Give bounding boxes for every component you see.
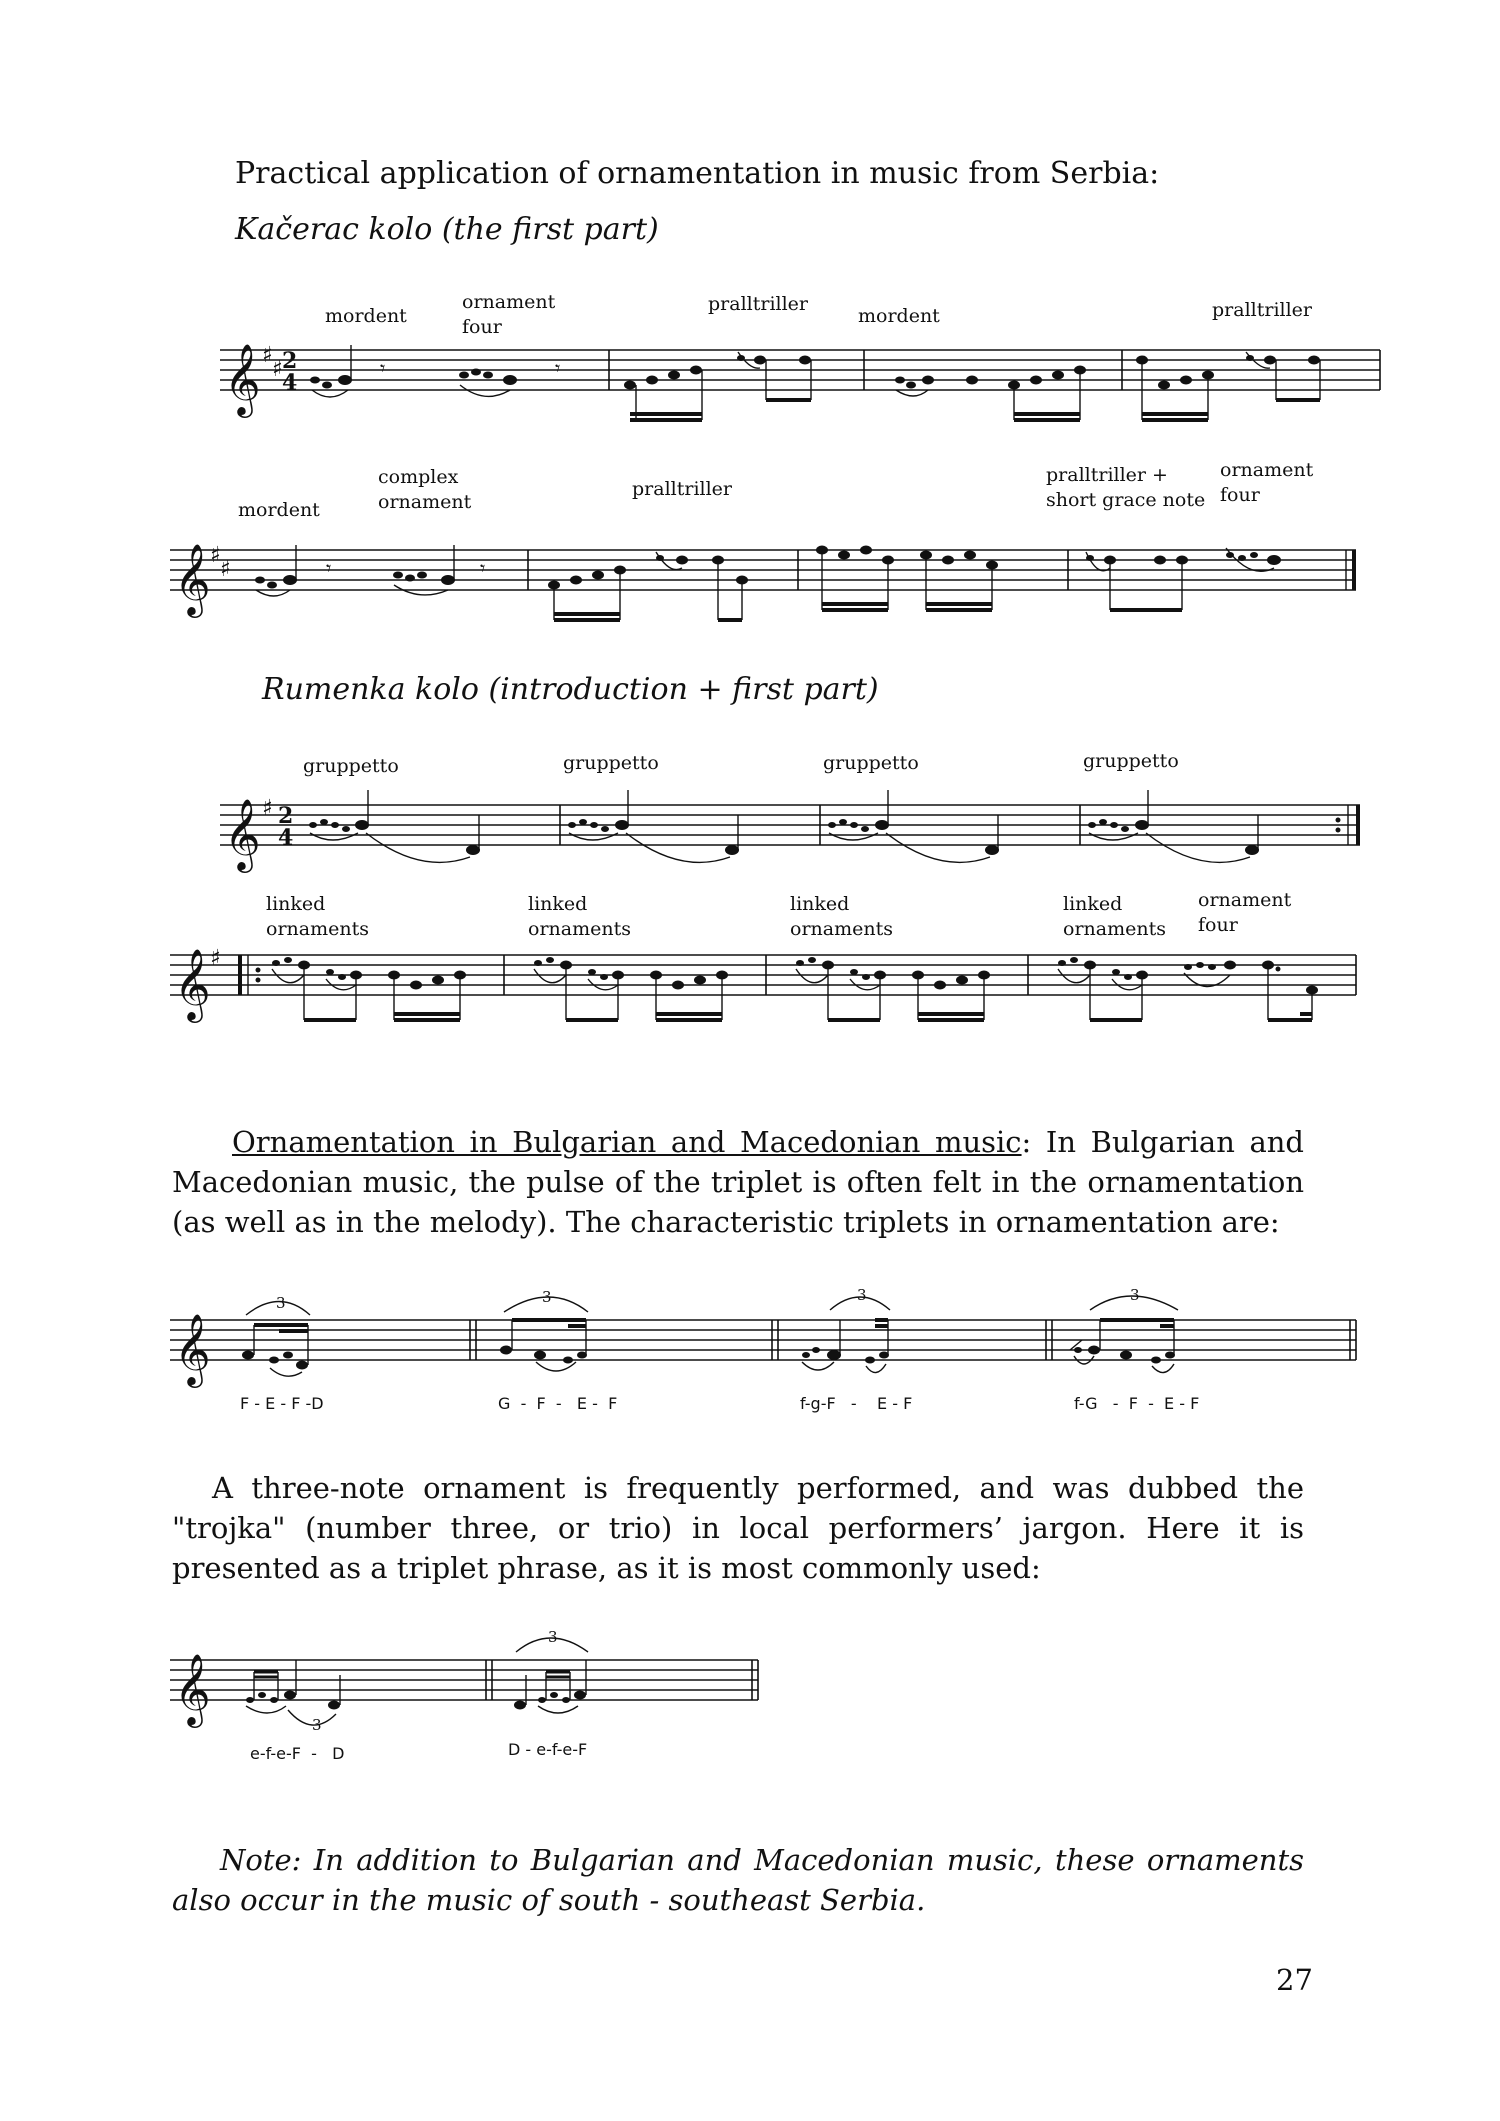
kacerac-title: Kačerac kolo (the first part) <box>235 212 659 247</box>
svg-text:𝄞: 𝄞 <box>224 797 261 870</box>
note-caption: f-G - F - E - F <box>1074 1394 1200 1413</box>
ornament-label: ornament four <box>1220 459 1314 506</box>
svg-text:𝄞: 𝄞 <box>174 542 211 615</box>
triplet-mark: 3 <box>542 1288 552 1306</box>
note-caption: D - e-f-e-F <box>508 1740 588 1759</box>
svg-text:𝄞: 𝄞 <box>174 947 211 1020</box>
ornament-label: mordent <box>238 499 320 521</box>
ornament-label: linked ornaments <box>528 893 631 940</box>
ornament-label: pralltriller <box>1212 299 1313 321</box>
ornament-label: pralltriller <box>708 293 809 315</box>
note-caption: G - F - E - F <box>498 1394 618 1413</box>
svg-text:𝄞: 𝄞 <box>174 1652 211 1725</box>
svg-text:4: 4 <box>282 370 298 396</box>
music-staff <box>170 1286 1390 1400</box>
ornament-label: pralltriller + short grace note <box>1046 464 1206 511</box>
ornament-label: ornament four <box>462 291 556 338</box>
svg-text:♯: ♯ <box>210 946 221 971</box>
svg-text:♯: ♯ <box>272 357 283 382</box>
svg-text:♯: ♯ <box>262 343 273 368</box>
svg-text:2: 2 <box>278 803 294 829</box>
ornament-label: linked ornaments <box>266 893 369 940</box>
ornament-label: linked ornaments <box>1063 893 1166 940</box>
music-staff <box>170 1630 770 1750</box>
music-staff <box>220 330 1390 440</box>
svg-text:𝄾: 𝄾 <box>480 556 486 580</box>
music-staff <box>170 520 1390 630</box>
triplet-mark: 3 <box>857 1286 867 1304</box>
triplet-mark: 3 <box>548 1628 558 1646</box>
trojka-paragraph: A three-note ornament is frequently performed, and was dubbed the "trojka" (number three, or trio) in local performers’ jargon. Here it is presented as a triplet phrase, as it is most commonly used: <box>172 1471 1304 1585</box>
triplet-mark: 3 <box>276 1294 286 1312</box>
svg-text:𝄞: 𝄞 <box>174 1312 211 1385</box>
ornament-label: mordent <box>858 305 940 327</box>
intro-text: Practical application of ornamentation in music from Serbia: <box>235 156 1160 191</box>
ornament-label: gruppetto <box>563 752 659 774</box>
ornament-label: complex ornament <box>378 466 472 513</box>
bulgarian-paragraph <box>172 1122 1304 1242</box>
music-staff <box>220 785 1390 885</box>
bulgarian-text: : In Bulgarian and Macedonian music, the pulse of the triplet is often felt in the ornamentation (as well as in the melody). The characteristic triplets in ornamentation are: <box>172 1125 1304 1239</box>
svg-text:4: 4 <box>278 825 294 851</box>
ornament-label: mordent <box>325 305 407 327</box>
note-caption: e-f-e-F - D <box>250 1744 345 1763</box>
svg-text:𝄾: 𝄾 <box>555 356 561 380</box>
svg-text:♯: ♯ <box>262 796 273 821</box>
svg-text:♯: ♯ <box>220 557 231 582</box>
page-number: 27 <box>1276 1963 1313 1997</box>
svg-text:𝄾: 𝄾 <box>380 356 386 380</box>
music-staff <box>170 935 1390 1035</box>
note-caption: f-g-F - E - F <box>800 1394 913 1413</box>
rumenka-title: Rumenka kolo (introduction + first part) <box>262 672 879 707</box>
svg-text:2: 2 <box>282 348 298 374</box>
ornament-label: gruppetto <box>303 755 399 777</box>
ornament-label: gruppetto <box>1083 750 1179 772</box>
triplet-mark: 3 <box>312 1716 322 1734</box>
triplet-mark: 3 <box>1130 1286 1140 1304</box>
ornament-label: gruppetto <box>823 752 919 774</box>
ornament-label: ornament four <box>1198 889 1292 936</box>
footnote-text: Note: In addition to Bulgarian and Macedonian music, these ornaments also occur in the music of south - southeast Serbia. <box>172 1843 1304 1917</box>
ornament-label: linked ornaments <box>790 893 893 940</box>
note-caption: F - E - F -D <box>240 1394 324 1413</box>
ornament-label: pralltriller <box>632 478 733 500</box>
bulgarian-heading: Ornamentation in Bulgarian and Macedonian music <box>232 1125 1022 1159</box>
svg-text:𝄞: 𝄞 <box>224 342 261 415</box>
svg-text:♯: ♯ <box>210 543 221 568</box>
svg-text:𝄾: 𝄾 <box>326 556 332 580</box>
